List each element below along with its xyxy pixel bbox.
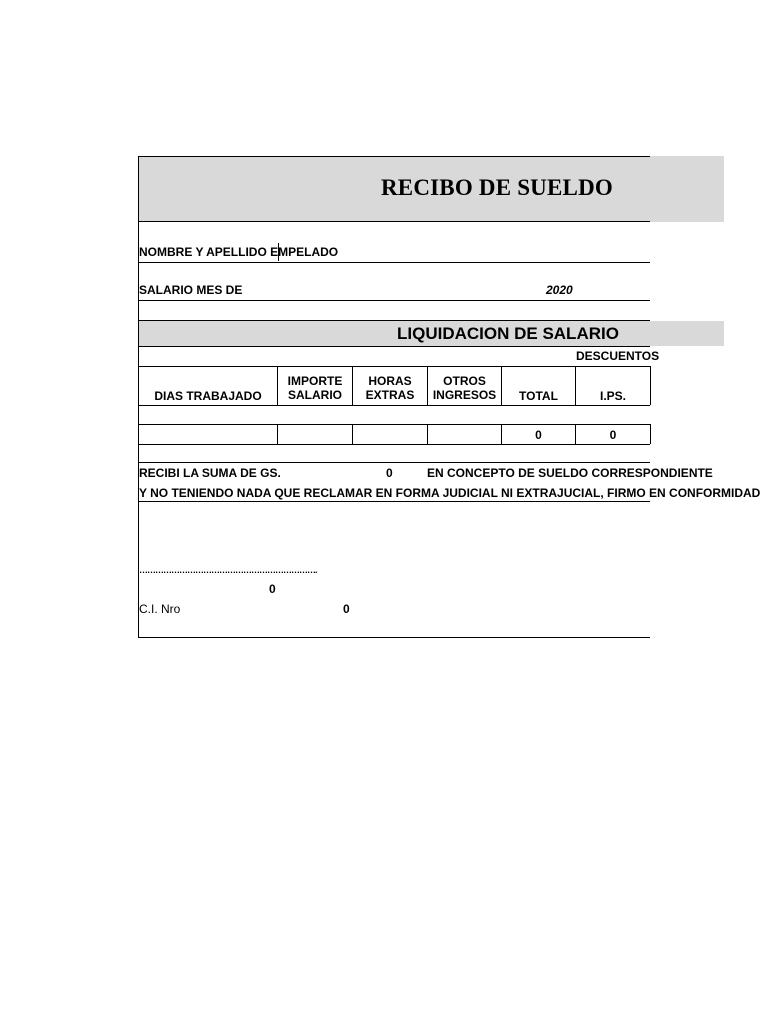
employee-row-line [138,262,650,263]
concepto-clip [427,466,713,481]
header-total: TOTAL [519,389,558,403]
header-importe: IMPORTE SALARIO [287,374,343,402]
statement-bottom-line [138,501,650,502]
no-reclamar-clip [138,486,761,501]
ci-label: C.I. Nro [139,602,181,616]
signature-dots: …………………………………………………………. [139,565,317,575]
row-sep-6 [650,424,651,444]
recibi-label: RECIBI LA SUMA DE GS. [139,466,281,480]
table-header-top [138,366,650,367]
row-sep-3 [427,424,428,444]
signature-name: 0 [269,582,276,596]
data-row-top [138,424,650,425]
frame-bottom [138,637,650,638]
no-reclamar-text: Y NO TENIENDO NADA QUE RECLAMAR EN FORMA JUDICIAL NI EXTRAJUCIAL, FIRMO EN CONFORMIDAD [139,486,761,500]
header-sep-6 [650,366,651,405]
header-otros: OTROS INGRESOS [432,374,497,402]
recibi-amount: 0 [386,466,393,480]
name-cursor-mark [278,243,279,261]
row-sep-1 [277,424,278,444]
descuentos-clip [570,349,660,365]
signature-clip [138,563,378,579]
header-horas: HORAS EXTRAS [365,374,415,402]
ci-value: 0 [343,602,350,616]
cell-total: 0 [535,428,542,442]
data-row-bottom [138,444,650,445]
title-divider [138,221,650,222]
table-header-bottom [138,405,650,406]
salary-month-label: SALARIO MES DE [139,283,243,297]
row-sep-2 [352,424,353,444]
header-dias: DIAS TRABAJADO [154,389,262,403]
descuentos-label: DESCUENTOS [576,349,660,363]
salary-year: 2020 [546,283,573,297]
employee-name-label: NOMBRE Y APELLIDO EMPELADO [139,245,339,259]
section-bottom-line [138,346,650,347]
salary-row-line [138,300,650,301]
concepto-text: EN CONCEPTO DE SUELDO CORRESPONDIENTE [427,466,713,480]
section-title: LIQUIDACION DE SALARIO [397,324,619,343]
header-ips: I.PS. [599,389,626,403]
cell-ips: 0 [609,428,617,442]
document-title: RECIBO DE SUELDO [381,175,613,200]
frame-top [138,156,650,157]
statement-top-line [138,462,650,463]
